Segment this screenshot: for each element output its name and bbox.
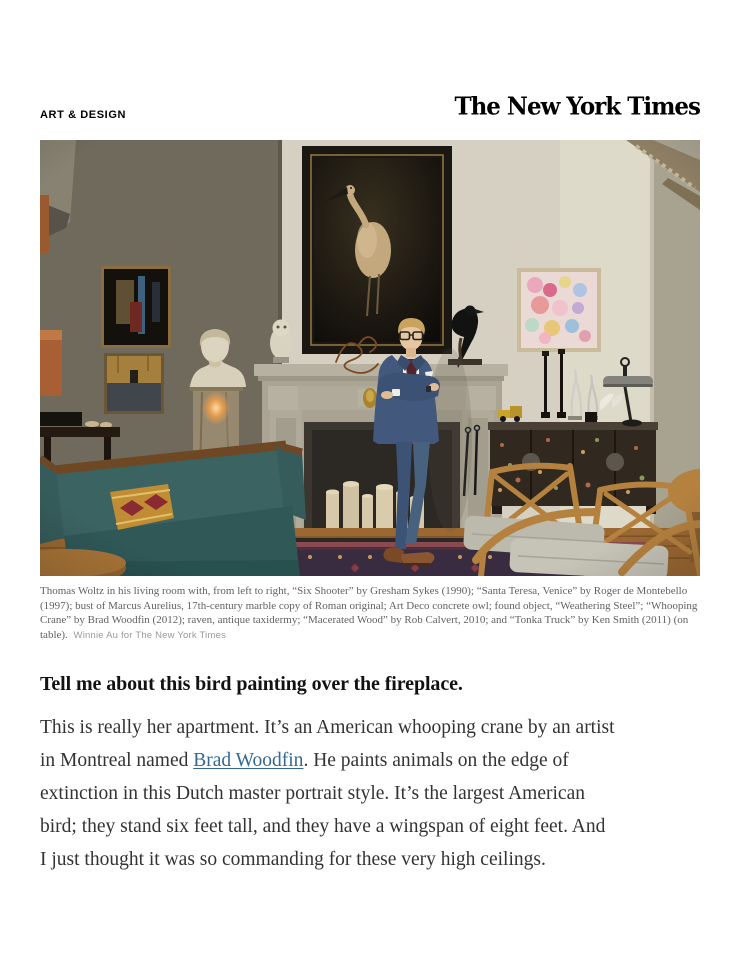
brad-woodfin-link[interactable]: Brad Woodfin: [193, 749, 304, 771]
living-room-photo: [40, 140, 700, 576]
interview-question: Tell me about this bird painting over the fireplace.: [40, 672, 463, 695]
interview-section: [40, 673, 700, 877]
section-kicker[interactable]: ART & DESIGN: [40, 109, 127, 121]
page-header: [40, 0, 700, 121]
nyt-masthead-logo[interactable]: The New York Times: [454, 92, 700, 121]
photo-vignette: [40, 140, 700, 576]
answer-text-before: This is really her apartment. It’s an American whooping crane by an artist in Montreal named: [40, 716, 615, 771]
living-room-photo-svg: [40, 140, 700, 576]
answer-text-after: . He paints animals on the edge of extinction in this Dutch master portrait style. It’s the largest American bird; they stand six feet tall, and they have a wingspan of eight feet. And I just thought it was so commanding for these very high ceilings.: [40, 749, 606, 871]
caption-text: Thomas Woltz in his living room with, from left to right, “Six Shooter” by Gresham Sykes (1990); “Santa Teresa, Venice” by Roger de Montebello (1997); bust of Marcus Aurelius, 17th-century marble copy of Roman original; Art Deco concrete owl; found object, “Weathering Steel”; “Whooping Crane” by Brad Woodfin (2012); raven, antique taxidermy; “Macerated Wood” by Rob Calvert, 2010; and “Tonka Truck” by Ken Smith (2011) (on table).: [40, 585, 698, 641]
photo-caption: [40, 584, 700, 643]
caption-credit: Winnie Au for The New York Times: [73, 629, 227, 641]
article-photo-figure: [40, 140, 700, 643]
interview-answer: [40, 711, 615, 877]
